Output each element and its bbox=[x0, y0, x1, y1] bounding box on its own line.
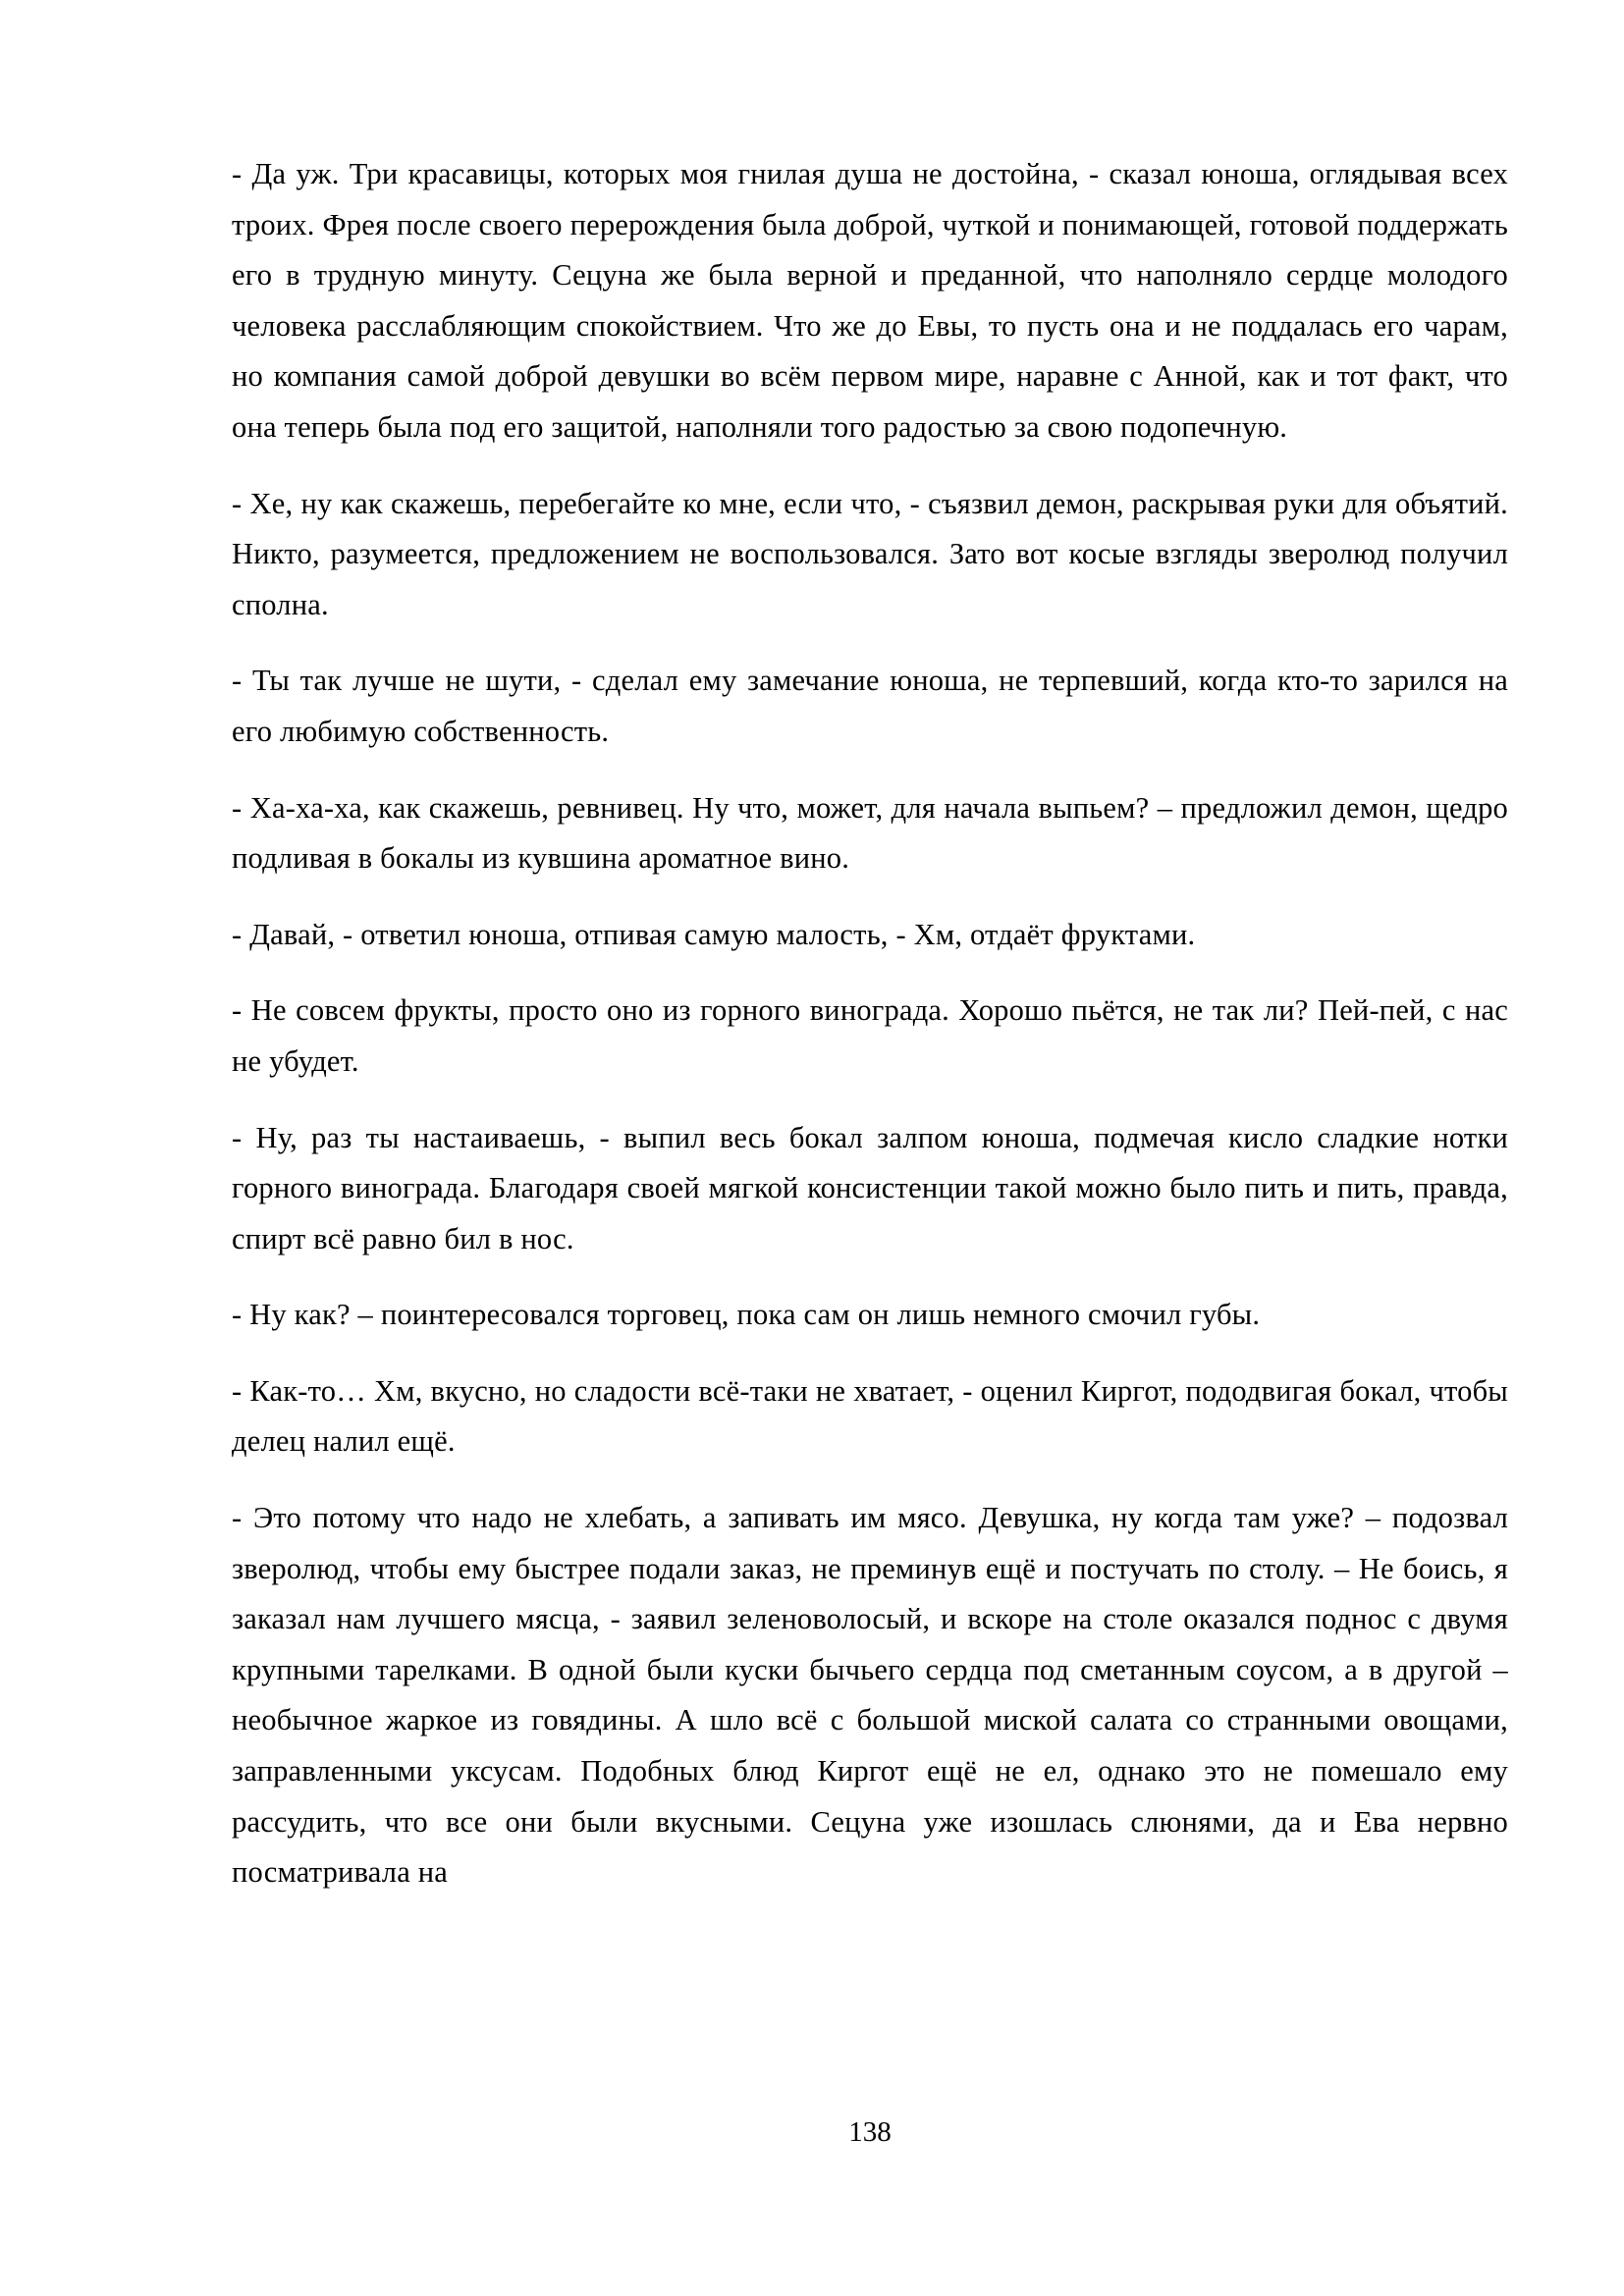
paragraph: - Давай, - ответил юноша, отпивая самую малость, - Хм, отдаёт фруктами. bbox=[232, 917, 1196, 951]
paragraph: - Ну, раз ты настаиваешь, - выпил весь бокал залпом юноша, подмечая кисло сладкие нотки горного винограда. Благодаря своей мягкой консистенции такой можно было пить и пить, правда, спирт всё равно бил в нос. bbox=[232, 1120, 1508, 1255]
paragraph: - Это потому что надо не хлебать, а запивать им мясо. Девушка, ну когда там уже? – подозвал зверолюд, чтобы ему быстрее подали заказ, не преминув ещё и постучать по столу. – Не боись, я заказал нам лучшего мясца, - заявил зеленоволосый, и вскоре на столе оказался поднос с двумя крупными тарелками. В одной были куски бычьего сердца под сметанным соусом, а в другой – необычное жаркое из говядины. А шло всё с большой миской салата со странными овощами, заправленными уксусам. Подобных блюд Киргот ещё не ел, однако это не помешало ему рассудить, что все они были вкусными. Сецуна уже изошлась слюнями, да и Ева нервно посматривала на bbox=[232, 1501, 1508, 1890]
paragraph: - Хе, ну как скажешь, перебегайте ко мне, если что, - съязвил демон, раскрывая руки для объятий. Никто, разумеется, предложением не воспользовался. Зато вот косые взгляды зверолюд получил сполна. bbox=[232, 486, 1508, 621]
document-text-column bbox=[232, 149, 1508, 1924]
paragraph: - Как-то… Хм, вкусно, но сладости всё-таки не хватает, - оценил Киргот, пододвигая бокал, чтобы делец налил ещё. bbox=[232, 1373, 1508, 1459]
page-number: 138 bbox=[848, 2116, 892, 2148]
paragraph: - Ну как? – поинтересовался торговец, пока сам он лишь немного смочил губы. bbox=[232, 1298, 1261, 1332]
paragraph: - Ты так лучше не шути, - сделал ему замечание юноша, не терпевший, когда кто-то зарился на его любимую собственность. bbox=[232, 664, 1508, 748]
paragraph: - Не совсем фрукты, просто оно из горного винограда. Хорошо пьётся, не так ли? Пей-пей, с нас не убудет. bbox=[232, 993, 1508, 1078]
paragraph: - Ха-ха-ха, как скажешь, ревнивец. Ну что, может, для начала выпьем? – предложил демон, щедро подливая в бокалы из кувшина ароматное вино. bbox=[232, 790, 1508, 876]
paragraph: - Да уж. Три красавицы, которых моя гнилая душа не достойна, - сказал юноша, оглядывая всех троих. Фрея после своего перерождения была доброй, чуткой и понимающей, готовой поддержать его в трудную минуту. Сецуна же была верной и преданной, что наполняло сердце молодого человека расслабляющим спокойствием. Что же до Евы, то пусть она и не поддалась его чарам, но компания самой доброй девушки во всём первом мире, наравне с Анной, как и тот факт, что она теперь была под его защитой, наполняли того радостью за свою подопечную. bbox=[232, 157, 1508, 444]
